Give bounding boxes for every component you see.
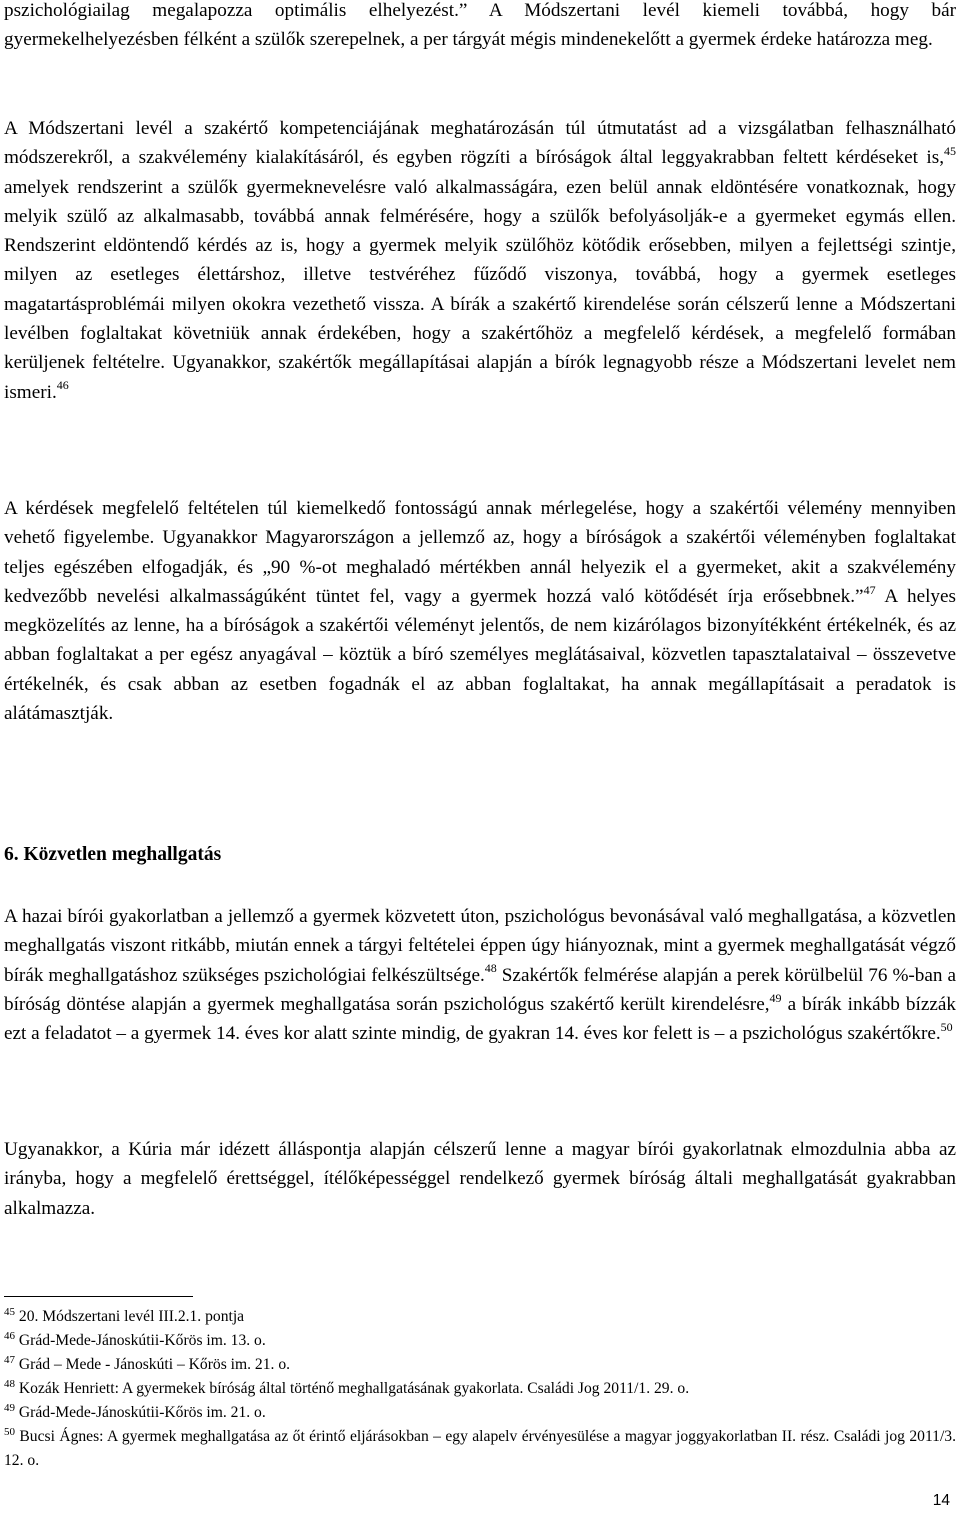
footnote-text: 20. Módszertani levél III.2.1. pontja: [15, 1308, 245, 1325]
paragraph-text: Szakértők felmérése alapján a perek körülbelül 76 %-ban a bíróság döntése alapján a gyermek meghallgatása során pszichológus szakértő került kirendelésre,: [4, 964, 957, 1015]
page-number: 14: [932, 1492, 950, 1509]
footnote-reference[interactable]: 45: [944, 143, 956, 158]
footnote-number: 47: [4, 1353, 15, 1366]
footnote-48: [4, 1377, 956, 1401]
paragraph-text: A hazai bírói gyakorlatban a jellemző a gyermek közvetett úton, pszichológus bevonásával való meghallgatása, a közvetlen meghallgatás viszont ritkább, miután ennek a tárgyi feltételei éppen úgy hiányoznak, mint a gyermek meghallgatását végző bírák meghallgatáshoz szükséges pszichológiai felkészültsége.: [4, 906, 956, 986]
footnote-text: Kozák Henriett: A gyermekek bíróság által történő meghallgatásának gyakorlata. Családi Jog 2011/1. 29. o.: [15, 1380, 690, 1397]
footnote-number: 45: [4, 1305, 15, 1318]
paragraph-intro: [4, 0, 956, 55]
footnote-text: Bucsi Ágnes: A gyermek meghallgatása az őt érintő eljárásokban – egy alapelv érvényesülése a magyar joggyakorlatban II. rész. Családi jog 2011/3. 12. o.: [4, 1428, 956, 1469]
paragraph-kuria: [4, 1135, 956, 1223]
paragraph-text: pszichológiailag megalapozza optimális elhelyezést.” A Módszertani levél kiemeli továbbá, hogy bár gyermekelhelyezésben félként a szülők szerepelnek, a per tárgyát mégis mindenekelőtt a gyermek érdeke határozza meg.: [4, 0, 956, 51]
paragraph-text: a bírák inkább bízzák ezt a feladatot – a gyermek 14. éves kor alatt szinte mindig, de gyakran 14. éves kor felett is – a pszichológus szakértőkre.: [4, 993, 957, 1045]
paragraph-expert-opinion: [4, 494, 956, 728]
footnote-45: [4, 1305, 956, 1329]
footnote-reference[interactable]: 48: [484, 961, 497, 976]
footnote-reference[interactable]: 50: [940, 1019, 953, 1034]
paragraph-text: Ugyanakkor, a Kúria már idézett álláspontja alapján célszerű lenne a magyar bírói gyakorlatnak elmozdulnia abba az irányba, hogy a megfelelő érettséggel, ítélőképességgel rendelkező gyermek bíróság általi meghallgatását gyakrabban alkalmazza.: [4, 1139, 956, 1219]
footnote-46: [4, 1329, 956, 1353]
paragraph-text: amelyek rendszerint a szülők gyermeknevelésre való alkalmasságára, ezen belül annak eldöntésére vonatkoznak, hogy melyik szülő az alkalmasabb, továbbá annak felmérésére, hogy a szülők befolyásolják-e a gyermeket egymás ellen. Rendszerint eldöntendő kérdés az is, hogy a gyermek melyik szülőhöz kötődik erősebben, milyen a fejlettségi szintje, milyen az esetleges élettárshoz, illetve testvéréhez fűződő viszonya, továbbá, hogy a gyermek esetleges magatartásproblémái milyen okokra vezethető vissza. A bírák a szakértő kirendelése során célszerű lenne a Módszertani levélben foglaltakat követniük annak érdekében, hogy a szakértőhöz a megfelelő kérdések, a megfelelő formában kerüljenek feltételre. Ugyanakkor, szakértők megállapításai alapján a bírók legnagyobb része a Módszertani levelet nem ismeri.: [4, 176, 956, 403]
footnote-divider: [4, 1296, 193, 1297]
footnote-reference[interactable]: 47: [863, 582, 876, 597]
footnote-reference[interactable]: 46: [56, 378, 69, 393]
footnote-reference[interactable]: 49: [769, 990, 782, 1005]
footnote-49: [4, 1401, 956, 1425]
paragraph-text: A kérdések megfelelő feltételen túl kiemelkedő fontosságú annak mérlegelése, hogy a szakértői vélemény mennyiben vehető figyelembe. Ugyanakkor Magyarországon a jellemző az, hogy a bíróságok a szakértői véleményben foglaltakat teljes egészében elfogadják, és „90 %-ot meghaladó mértékben annál helyezik el a gyermeket, akit a szakvélemény kedvezőbb nevelési alkalmasságúként tüntet fel, vagy a gyermek hozzá való kötődését írja erősebbnek.”: [4, 498, 956, 607]
footnote-text: Grád – Mede - Jánoskúti – Kőrös im. 21. o.: [15, 1356, 291, 1373]
section-heading: 6. Közvetlen meghallgatás: [4, 844, 222, 865]
footnote-text: Grád-Mede-Jánoskútii-Kőrös im. 21. o.: [15, 1404, 266, 1421]
footnote-number: 50: [4, 1425, 15, 1438]
paragraph-text: A helyes megközelítés az lenne, ha a bíróságok a szakértői véleményt jelentős, de nem kizárólagos bizonyítékként értékelnék, és az abban foglaltakat a per egész anyagával – köztük a bíró személyes meglátásaival, közvetlen tapasztalataival – összevetve értékelnék, és csak abban az esetben fogadnák el az abban foglaltakat, ha annak megállapításait a peradatok is alátámasztják.: [4, 585, 956, 725]
paragraph-text: A Módszertani levél a szakértő kompetenciájának meghatározásán túl útmutatást ad a vizsgálatban felhasználható módszerekről, a szakvélemény kialakításáról, és egyben rögzíti a bíróságok által leggyakrabban feltett kérdéseket is,: [4, 118, 956, 169]
paragraph-hearing-practice: [4, 902, 956, 1048]
footnote-text: Grád-Mede-Jánoskútii-Kőrös im. 13. o.: [15, 1332, 266, 1349]
footnote-number: 48: [4, 1377, 15, 1390]
paragraph-methodology: [4, 114, 956, 407]
footnote-50: [4, 1425, 956, 1473]
footnote-number: 49: [4, 1401, 15, 1414]
footnote-number: 46: [4, 1329, 15, 1342]
footnote-47: [4, 1353, 956, 1377]
